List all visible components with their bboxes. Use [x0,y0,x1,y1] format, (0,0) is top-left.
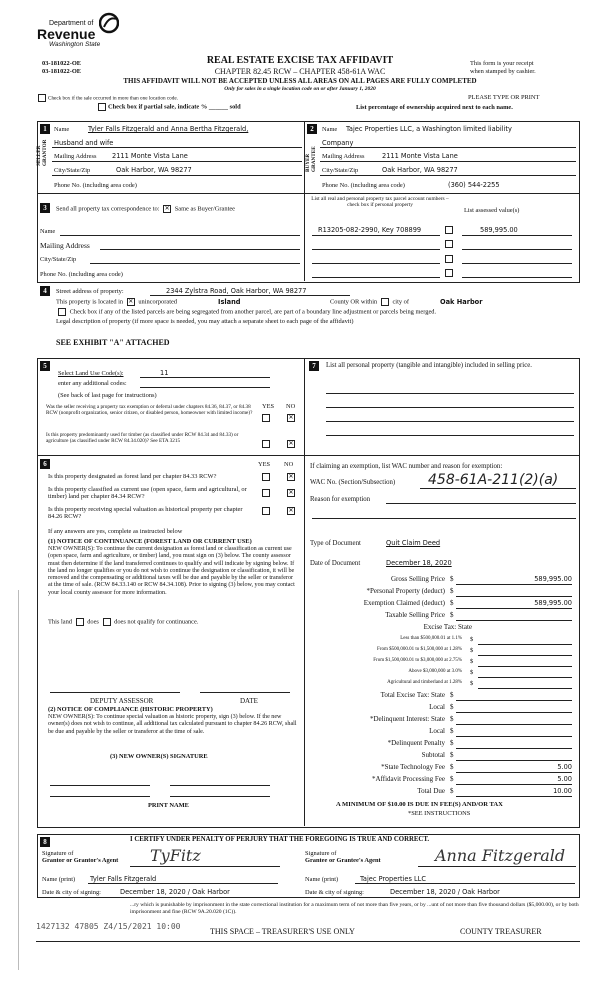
parcel-number: R13205-082-2990, Key 708899 [318,226,422,234]
perjury-note: ...ry which is punishable by imprisonment in the state correctional institution for a maximum term of not more than five years, or by ...unt of not more than five thousand dollars ($5,000.00), or by both imprisonment and fine (RCW 9A.20.020 (1C)). [130,902,579,915]
assessed-header: List assessed value(s) [464,207,520,214]
doc-type-value: Quit Claim Deed [386,539,441,547]
receipt-note-2: when stamped by cashier. [470,68,536,75]
minimum-due: A MINIMUM OF $10.00 IS DUE IN FEE(S) AND/OR TAX [336,801,503,808]
s5-q2-no-checkbox[interactable] [287,440,295,448]
grantor-date: December 18, 2020 / Oak Harbor [120,888,230,896]
same-as-buyer-label: Same as Buyer/Grantee [174,205,236,213]
total-row: *State Technology Fee $ 5.00 [381,763,572,771]
parcel-personal-checkbox-2[interactable] [445,240,453,248]
s3-phone-label: Phone No. (including area code) [40,271,123,278]
total-row: *Affidavit Processing Fee $ 5.00 [372,775,572,783]
grantor-name-label: Name (print) [42,876,76,883]
multi-location-row [36,94,178,102]
bracket-row: Agricultural and timberland at 1.28% $ [306,680,572,691]
same-as-buyer-checkbox[interactable] [163,205,171,213]
partial-sale-sold: sold [229,103,241,111]
notice2-body: NEW OWNER(S): To continue special valuation as historic property, sign (3) below. If the new owner(s) does not wish to continue, all additional tax calculated pursuant to chapter 84.26 RCW, shall be due and payable by the seller or transferor at the time of sale. [48,714,297,735]
total-row: Subtotal $ [310,751,572,763]
calc-main-rows [310,575,572,635]
land-use-value: 11 [160,369,169,377]
s5-q2: Is this property predominantly used for timber (as classified under RCW 84.34 and 84.33) or agriculture (as classified under RCW 84.34.020)? See ETA 3215 [46,432,239,444]
county-row [330,298,409,306]
this-land-label: This land [48,618,72,626]
street-label: Street address of property: [56,288,124,295]
seller-name-label: Name [54,126,70,133]
notice2-title: (2) NOTICE OF COMPLIANCE (HISTORIC PROPERTY) [48,706,213,713]
total-row: Total Due $ 10.00 [417,787,572,795]
s6-no: NO [284,461,294,468]
land-qualify-row [48,618,198,626]
does-not-label: does not qualify for continuance. [114,618,199,626]
bracket-row: Above $3,000,000 at 3.0% $ [306,669,572,680]
grantor-sig-label [42,850,118,864]
notice1-body: NEW OWNER(S): To continue the current designation as forest land or classification as current use (open space, farm and agriculture, or timber) land, you must sign on (3) below. The county assessor must then determine if the land transferred continues to qualify and will indicate by signing below. If the land no longer qualifies or you do not wish to continue the designation or classification, it will be removed and the compensating or additional taxes will be due and payable by the seller or transferor at the time of sale. (RCW 84.33.140 or RCW 84.34.108). Prior to signing (3) below, you may contact your local county assessor for more information. [48,546,295,596]
seller-mail: 2111 Monte Vista Lane [112,152,188,160]
unincorporated-label: unincorporated [138,298,177,306]
buyer-name-line1: Tajec Properties LLC, a Washington limited liability [346,125,512,133]
section-4-number: 4 [40,286,50,296]
type-or-print: PLEASE TYPE OR PRINT [468,94,540,101]
send-correspondence [56,205,235,213]
unincorporated-checkbox[interactable] [127,298,135,306]
partial-sale-label: Check box if partial sale, indicate % [108,103,208,111]
s3-mail-label: Mailing Address [40,241,90,250]
city-of-label: city of [392,298,409,306]
seller-side-label: SELLER GRANTOR [36,139,48,166]
calc-bracket-rows [306,636,572,691]
street-value: 2344 Zylstra Road, Oak Harbor, WA 98277 [166,287,307,295]
buyer-name-line2: Company [322,139,354,147]
doc-date-label: Date of Document [310,560,361,567]
additional-codes-label: enter any additional codes: [58,380,127,387]
exhibit-a: SEE EXHIBIT "A" ATTACHED [56,338,170,347]
grantee-name-label: Name (print) [305,876,339,883]
section-6-number: 6 [40,459,50,469]
s6-q1-yes-checkbox[interactable] [262,473,270,481]
seller-mail-label: Mailing Address [54,153,97,160]
partial-sale-checkbox[interactable] [98,103,106,111]
send-correspondence-label: Send all property tax correspondence to: [56,205,160,213]
grantee-sig-label-2: Grantee or Grantee's Agent [305,857,381,864]
s6-q3-yes-checkbox[interactable] [262,507,270,515]
does-not-checkbox[interactable] [103,618,111,626]
wac-value: 458-61A-211(2)(a) [428,472,559,488]
seller-city: Oak Harbor, WA 98277 [116,166,192,174]
personal-prop-label: List all personal property (tangible and intangible) included in selling price. [326,362,532,369]
section-3-number: 3 [40,203,50,213]
section-2-number: 2 [307,124,317,134]
segregated-row [56,308,436,316]
multi-location-checkbox[interactable] [38,94,46,102]
form-title: REAL ESTATE EXCISE TAX AFFIDAVIT [206,55,394,66]
see-back-label: (See back of last page for instructions) [58,392,157,399]
county-label: County OR within [330,298,378,306]
seller-name-line1: Tyler Falls Fitzgerald and Anna Bertha Fitzgerald, [88,125,249,133]
wac-label: WAC No. (Section/Subsection) [310,479,396,486]
form-number-2: 03-181022-OE [42,68,82,75]
deputy-date-label: DATE [240,697,258,705]
s6-q3: Is this property receiving special valuation as historical property per chapter 84.26 RCW? [48,506,243,520]
county-value: Island [218,298,241,306]
grantee-name: Tajec Properties LLC [360,875,426,883]
treasurer-space: THIS SPACE – TREASURER'S USE ONLY [210,927,355,936]
notice1-title: (1) NOTICE OF CONTINUANCE (FOREST LAND OR CURRENT USE) [48,538,252,545]
grantor-name: Tyler Falls Fitzgerald [90,875,157,883]
s5-q1-no-checkbox[interactable] [287,414,295,422]
total-row: *Delinquent Interest: State $ [310,715,572,727]
reason-label: Reason for exemption [310,496,371,503]
s5-q1-yes-checkbox[interactable] [262,414,270,422]
segregated-checkbox[interactable] [58,308,66,316]
new-owner-sig-label: (3) NEW OWNER(S) SIGNATURE [110,753,208,760]
section-5-number: 5 [40,361,50,371]
seller-phone-label: Phone No. (including area code) [54,182,137,189]
parcel-personal-checkbox-4[interactable] [445,269,453,277]
bracket-row: From $500,000.01 to $1,500,000 at 1.28% $ [306,647,572,658]
dor-logo [37,12,127,52]
grantee-sig-label [305,850,381,864]
city-value: Oak Harbor [440,298,483,306]
land-use-label: Select Land Use Code(s): [58,370,124,377]
exemption-label: If claiming an exemption, list WAC number and reason for exemption: [310,463,503,470]
dept-line1: Department of [49,20,94,27]
s5-q1: Was the seller receiving a property tax exemption or deferral under chapters 84.36, 84.37, or 84.38 RCW (nonprofit organization, senior citizen, or disabled person, homeowner with limited income)? [46,404,253,416]
section-8-number: 8 [40,837,50,847]
s6-q2: Is this property classified as current use (open space, farm and agricultural, or timber) land per chapter 84.34 RCW? [48,486,247,500]
calc-total-rows [310,691,572,799]
s6-if-any: If any answers are yes, complete as instructed below [48,528,183,535]
located-in-label: This property is located in [56,298,124,306]
seller-name-line2: Husband and wife [54,139,114,147]
calc-row: Excise Tax: State [423,623,472,631]
buyer-side-label: BUYER GRANTEE [305,146,317,172]
s6-yes: YES [258,461,271,468]
grantor-signature: TyFitz [150,846,201,865]
calc-row: Exemption Claimed (deduct) $ 589,995.00 [363,599,572,607]
print-name-label: PRINT NAME [148,802,189,809]
grantee-date-label: Date & city of signing: [305,889,364,896]
legal-label: Legal description of property (if more space is needed, you may attach a separate sheet to each page of the affidavit) [56,318,354,325]
deputy-assessor-label: DEPUTY ASSESSOR [90,697,154,705]
s6-q2-no-checkbox[interactable] [287,489,295,497]
bracket-row: From $1,500,000.01 to $3,000,000 at 2.75% $ [306,658,572,669]
calc-row: *Personal Property (deduct) $ [310,587,572,599]
section-1-number: 1 [40,124,50,134]
total-row: *Delinquent Penalty $ [310,739,572,751]
parcel-header: List all real and personal property tax parcel account numbers – check box if personal property [311,196,449,208]
total-row: Local $ [310,703,572,715]
dept-line3: Washington State [49,41,101,48]
buyer-city-label: City/State/Zip [322,167,359,174]
grantee-signature: Anna Fitzgerald [435,846,566,865]
does-label: does [87,618,99,626]
buyer-phone: (360) 544-2255 [448,181,500,189]
within-city-checkbox[interactable] [381,298,389,306]
s6-q2-yes-checkbox[interactable] [262,489,270,497]
ownership-note: List percentage of ownership acquired next to each name. [356,104,513,111]
grantor-sig-label-2: Grantor or Grantor's Agent [42,857,119,864]
s3-name-label: Name [40,228,56,235]
located-in-row [56,298,177,306]
total-row: Total Excise Tax: State $ [310,691,572,703]
calc-row: Taxable Selling Price $ [310,611,572,623]
form-warning: THIS AFFIDAVIT WILL NOT BE ACCEPTED UNLESS ALL AREAS ON ALL PAGES ARE FULLY COMPLETED [123,77,477,85]
s5-no: NO [286,403,296,410]
s6-q1: Is this property designated as forest land per chapter 84.33 RCW? [48,473,217,480]
s6-q3-no-checkbox[interactable] [287,507,295,515]
buyer-city: Oak Harbor, WA 98277 [382,166,458,174]
seller-city-label: City/State/Zip [54,167,91,174]
form-number-1: 03-181022-OE [42,60,82,67]
buyer-name-label: Name [322,126,338,133]
buyer-phone-label: Phone No. (including area code) [322,182,405,189]
dept-line2: Revenue [37,26,96,42]
partial-sale-row: Check box if partial sale, indicate % ______ sold [96,103,241,111]
form-only-for: Only for sales in a single location code on or after January 1, 2020 [224,86,376,92]
parcel-personal-checkbox-1[interactable] [445,226,453,234]
buyer-mail: 2111 Monte Vista Lane [382,152,458,160]
s3-city-label: City/State/Zip [40,256,77,263]
parcel-personal-checkbox-3[interactable] [445,255,453,263]
s5-q2-yes-checkbox[interactable] [262,440,270,448]
s6-q1-no-checkbox[interactable] [287,473,295,481]
s5-yes: YES [262,403,275,410]
segregated-label: Check box if any of the listed parcels are being segregated from another parcel, are part of a boundary line adjustment or parcels being merged. [69,308,437,316]
bracket-row: Less than $500,000.01 at 1.1% $ [306,636,572,647]
section-7-number: 7 [309,361,319,371]
multi-location-label: Check box if the sale occurred in more than one location code. [48,95,178,102]
county-treasurer: COUNTY TREASURER [460,927,542,936]
recording-stamp: 1427132 47805 Z4/15/2021 10:00 [36,922,181,931]
grantee-sig-label-1: Signature of [305,850,337,857]
buyer-mail-label: Mailing Address [322,153,365,160]
calc-row: Gross Selling Price $ 589,995.00 [390,575,572,583]
doc-type-label: Type of Document [310,540,361,547]
total-row: Local $ [310,727,572,739]
dor-logo-icon [99,12,119,34]
grantor-date-label: Date & city of signing: [42,889,101,896]
form-chapter: CHAPTER 82.45 RCW – CHAPTER 458-61A WAC [214,67,386,76]
assessed-value: 589,995.00 [480,226,518,234]
doc-date-value: December 18, 2020 [386,559,452,567]
receipt-note-1: This form is your receipt [470,60,534,67]
does-checkbox[interactable] [76,618,84,626]
certify-statement: I CERTIFY UNDER PENALTY OF PERJURY THAT THE FOREGOING IS TRUE AND CORRECT. [130,836,430,843]
grantor-sig-label-1: Signature of [42,850,74,857]
see-instructions: *SEE INSTRUCTIONS [408,810,471,817]
grantee-date: December 18, 2020 / Oak Harbor [390,888,500,896]
